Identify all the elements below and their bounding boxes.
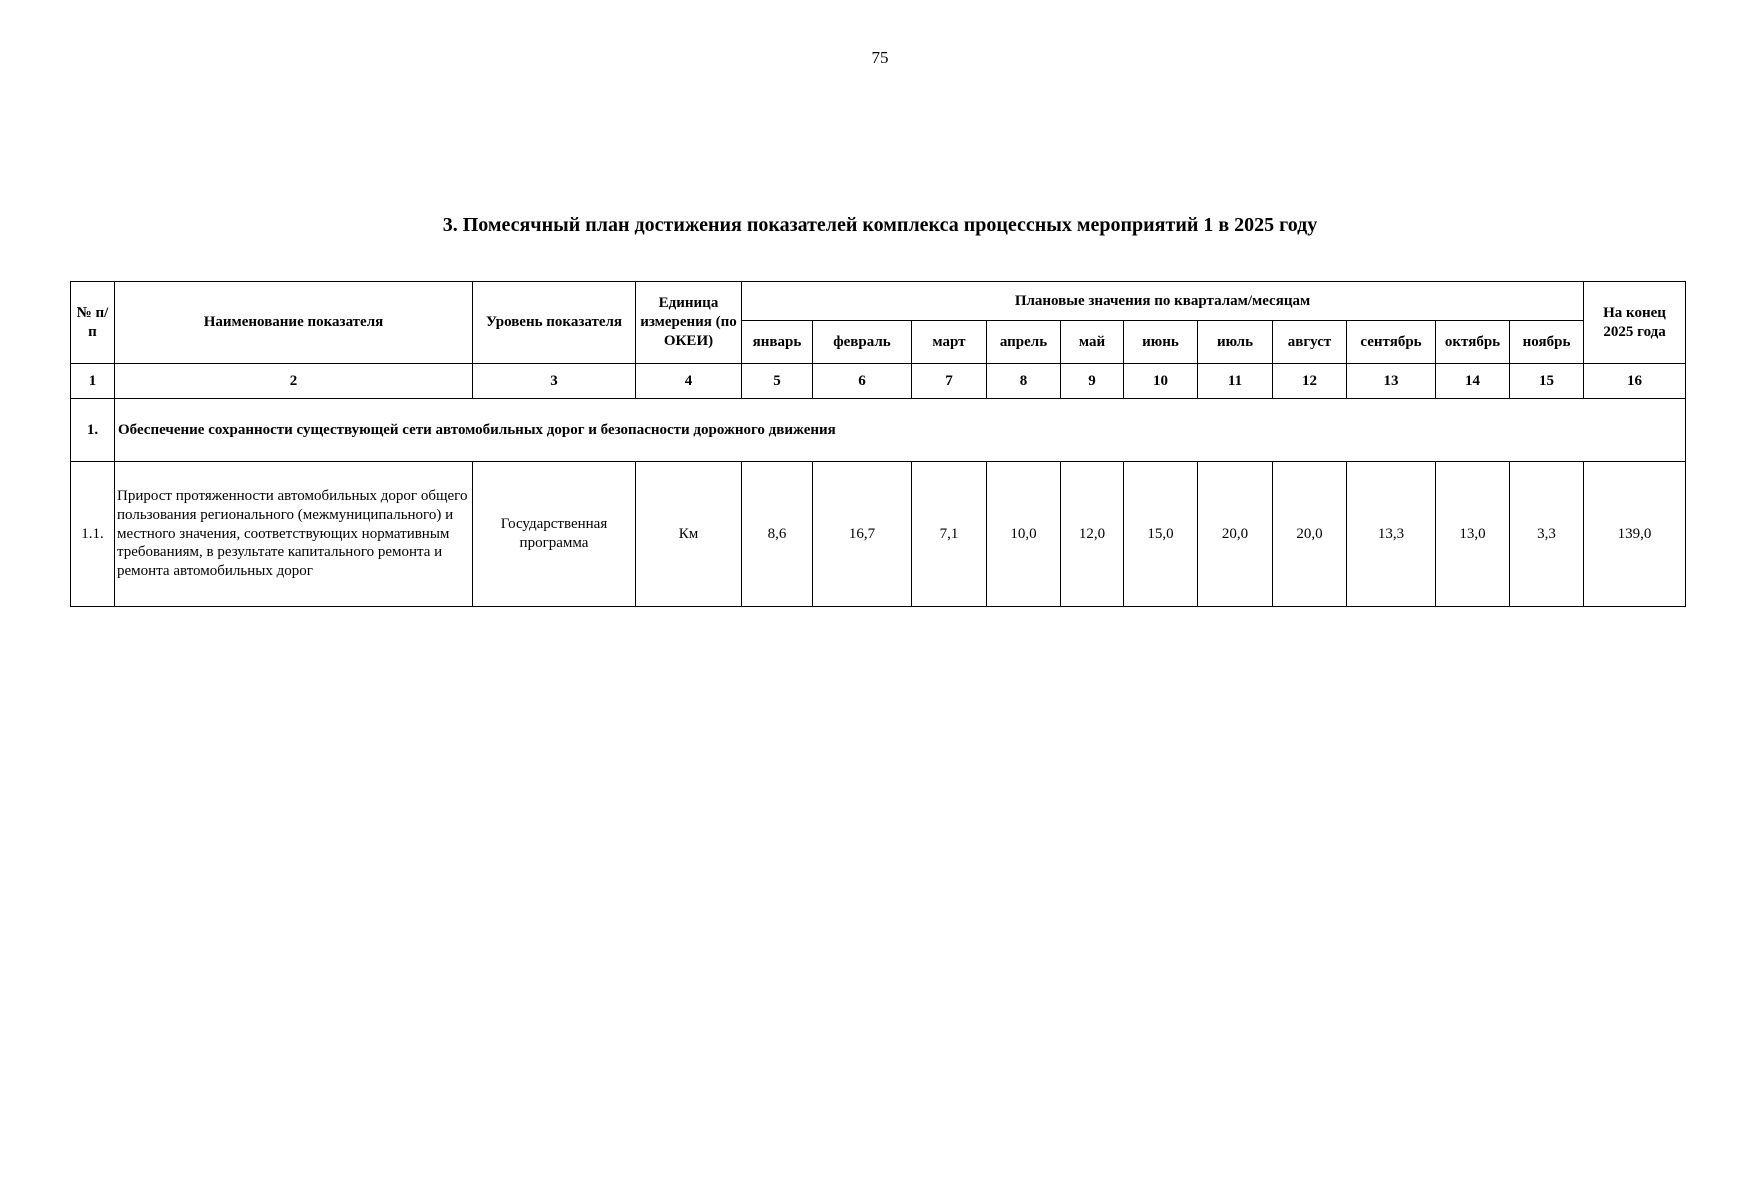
section-number: 1. <box>71 399 115 462</box>
header-num: № п/п <box>71 282 115 364</box>
column-number: 1 <box>71 364 115 399</box>
column-number: 11 <box>1198 364 1273 399</box>
header-name: Наименование показателя <box>115 282 473 364</box>
column-number: 3 <box>473 364 636 399</box>
value-mar: 7,1 <box>912 462 987 607</box>
value-feb: 16,7 <box>813 462 912 607</box>
column-number: 15 <box>1510 364 1584 399</box>
header-month-may: май <box>1061 321 1124 364</box>
value-end-of-year: 139,0 <box>1584 462 1686 607</box>
value-sep: 13,3 <box>1347 462 1436 607</box>
header-month-jul: июль <box>1198 321 1273 364</box>
column-number: 14 <box>1436 364 1510 399</box>
header-end: На конец 2025 года <box>1584 282 1686 364</box>
section-title: Обеспечение сохранности существующей сети автомобильных дорог и безопасности дорожного движения <box>115 399 1686 462</box>
column-number: 12 <box>1273 364 1347 399</box>
header-plan-group: Плановые значения по кварталам/месяцам <box>742 282 1584 321</box>
column-number: 5 <box>742 364 813 399</box>
monthly-plan-table <box>70 281 1686 607</box>
value-nov: 3,3 <box>1510 462 1584 607</box>
header-month-sep: сентябрь <box>1347 321 1436 364</box>
header-level: Уровень показателя <box>473 282 636 364</box>
header-month-oct: октябрь <box>1436 321 1510 364</box>
column-number: 10 <box>1124 364 1198 399</box>
column-number-row <box>71 364 1686 399</box>
value-may: 12,0 <box>1061 462 1124 607</box>
value-apr: 10,0 <box>987 462 1061 607</box>
row-number: 1.1. <box>71 462 115 607</box>
value-jun: 15,0 <box>1124 462 1198 607</box>
header-month-mar: март <box>912 321 987 364</box>
value-oct: 13,0 <box>1436 462 1510 607</box>
document-title: 3. Помесячный план достижения показателей комплекса процессных мероприятий 1 в 2025 году <box>442 214 1318 236</box>
column-number: 8 <box>987 364 1061 399</box>
section-row <box>71 399 1686 462</box>
indicator-unit: Км <box>636 462 742 607</box>
indicator-name: Прирост протяженности автомобильных дорог общего пользования регионального (межмуниципального) и местного значения, соответствующих нормативным требованиям, в результате капитального ремонта и ремонта автомобильных дорог <box>115 462 473 607</box>
header-month-nov: ноябрь <box>1510 321 1584 364</box>
page-number: 75 <box>871 48 889 67</box>
column-number: 16 <box>1584 364 1686 399</box>
value-jan: 8,6 <box>742 462 813 607</box>
header-month-jan: январь <box>742 321 813 364</box>
value-jul: 20,0 <box>1198 462 1273 607</box>
column-number: 6 <box>813 364 912 399</box>
header-month-jun: июнь <box>1124 321 1198 364</box>
header-month-apr: апрель <box>987 321 1061 364</box>
column-number: 2 <box>115 364 473 399</box>
column-number: 4 <box>636 364 742 399</box>
header-unit: Единица измерения (по ОКЕИ) <box>636 282 742 364</box>
table-row <box>71 462 1686 607</box>
column-number: 13 <box>1347 364 1436 399</box>
indicator-level: Государственная программа <box>473 462 636 607</box>
header-month-feb: февраль <box>813 321 912 364</box>
column-number: 7 <box>912 364 987 399</box>
value-aug: 20,0 <box>1273 462 1347 607</box>
column-number: 9 <box>1061 364 1124 399</box>
header-month-aug: август <box>1273 321 1347 364</box>
